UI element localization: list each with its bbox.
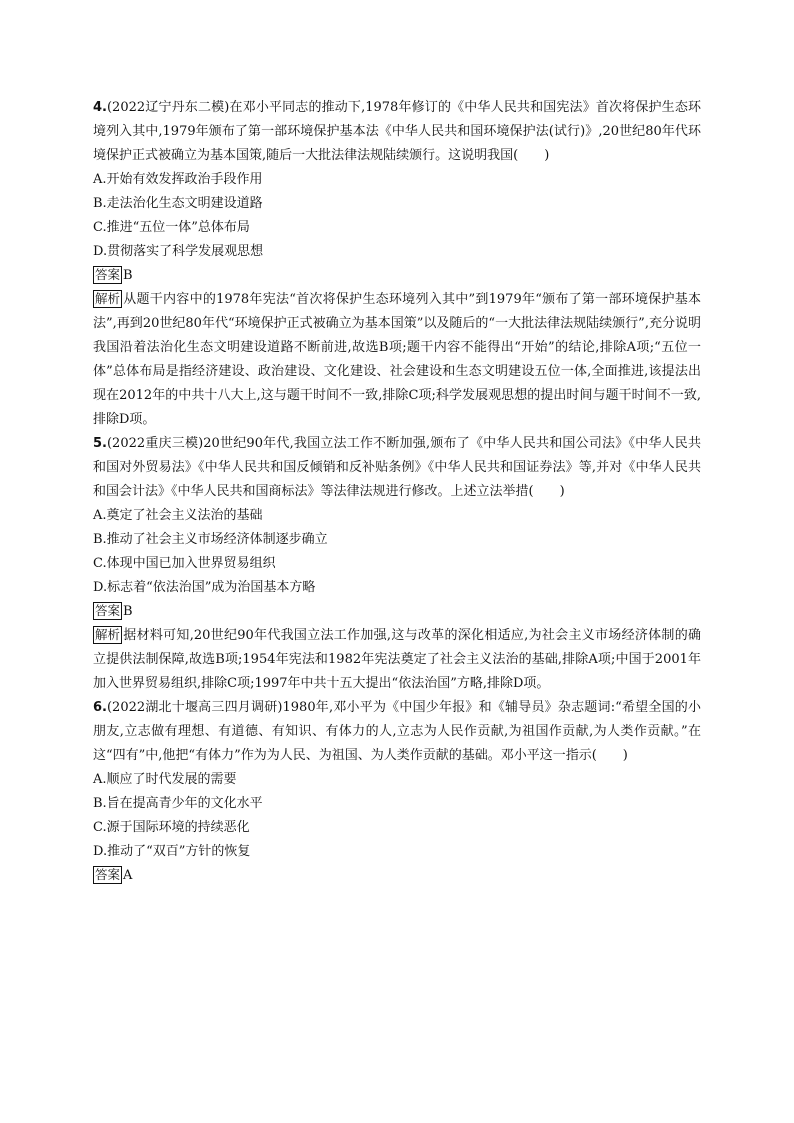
question-6: [93, 696, 701, 888]
answer-value: B: [123, 268, 133, 283]
question-4: [93, 96, 701, 432]
analysis-block: [93, 288, 701, 432]
analysis-block: [93, 624, 701, 696]
option-a: A.开始有效发挥政治手段作用: [93, 172, 263, 187]
option-b: B.推动了社会主义市场经济体制逐步确立: [93, 532, 328, 547]
option-a: A.顺应了时代发展的需要: [93, 772, 237, 787]
question-stem: (2022辽宁丹东二模)在邓小平同志的推动下,1978年修订的《中华人民共和国宪法》首次将保护生态环境列入其中,1979年颁布了第一部环境保护基本法《中华人民共和国环境保护法(试行)》,20世纪80年代环境保护正式被确立为基本国策,随后一大批法律法规陆续颁行。这说明我国( ): [93, 100, 701, 163]
analysis-tag: 解析: [95, 627, 121, 642]
option-d: D.标志着“依法治国”成为治国基本方略: [93, 580, 316, 595]
answer-line: [93, 264, 701, 288]
answer-value: B: [123, 604, 133, 619]
answer-tag: 答案: [95, 867, 121, 882]
answer-line: [93, 600, 701, 624]
option-b: B.走法治化生态文明建设道路: [93, 196, 263, 211]
analysis-text: 从题干内容中的1978年宪法“首次将保护生态环境列入其中”到1979年“颁布了第一部环境保护基本法”,再到20世纪80年代“环境保护正式被确立为基本国策”以及随后的“一大批法律法规陆续颁行”,充分说明我国沿着法治化生态文明建设道路不断前进,故选B项;题干内容不能得出“开始”的结论,排除A项;“五位一体”总体布局是指经济建设、政治建设、文化建设、社会建设和生态文明建设五位一体,全面推进,该提法出现在2012年的中共十八大上,这与题干时间不一致,排除C项;科学发展观思想的提出时间与题干时间不一致,排除D项。: [93, 292, 701, 427]
answer-value: A: [123, 868, 133, 883]
answer-tag: 答案: [95, 603, 121, 618]
option-d: D.贯彻落实了科学发展观思想: [93, 244, 264, 259]
option-d: D.推动了“双百”方针的恢复: [93, 844, 251, 859]
question-number: 5.: [93, 436, 107, 451]
question-5: [93, 432, 701, 696]
option-c: C.体现中国已加入世界贸易组织: [93, 556, 276, 571]
option-a: A.奠定了社会主义法治的基础: [93, 508, 263, 523]
question-stem: (2022重庆三模)20世纪90年代,我国立法工作不断加强,颁布了《中华人民共和国公司法》《中华人民共和国对外贸易法》《中华人民共和国反倾销和反补贴条例》《中华人民共和国证券法》等,并对《中华人民共和国会计法》《中华人民共和国商标法》等法律法规进行修改。上述立法举措( ): [93, 436, 701, 499]
analysis-text: 据材料可知,20世纪90年代我国立法工作加强,这与改革的深化相适应,为社会主义市场经济体制的确立提供法制保障,故选B项;1954年宪法和1982年宪法奠定了社会主义法治的基础,排除A项;中国于2001年加入世界贸易组织,排除C项;1997年中共十五大提出“依法治国”方略,排除D项。: [93, 628, 701, 691]
analysis-tag: 解析: [95, 291, 121, 306]
question-stem: (2022湖北十堰高三四月调研)1980年,邓小平为《中国少年报》和《辅导员》杂志题词:“希望全国的小朋友,立志做有理想、有道德、有知识、有体力的人,立志为人民作贡献,为祖国作贡献,为人类作贡献。”在这“四有”中,他把“有体力”作为为人民、为祖国、为人类作贡献的基础。邓小平这一指示( ): [93, 700, 701, 763]
option-c: C.源于国际环境的持续恶化: [93, 820, 250, 835]
option-c: C.推进“五位一体”总体布局: [93, 220, 250, 235]
answer-tag: 答案: [95, 267, 121, 282]
document-page: [93, 96, 701, 888]
question-number: 6.: [93, 700, 107, 715]
option-b: B.旨在提高青少年的文化水平: [93, 796, 263, 811]
question-number: 4.: [93, 100, 107, 115]
answer-line: [93, 864, 701, 888]
